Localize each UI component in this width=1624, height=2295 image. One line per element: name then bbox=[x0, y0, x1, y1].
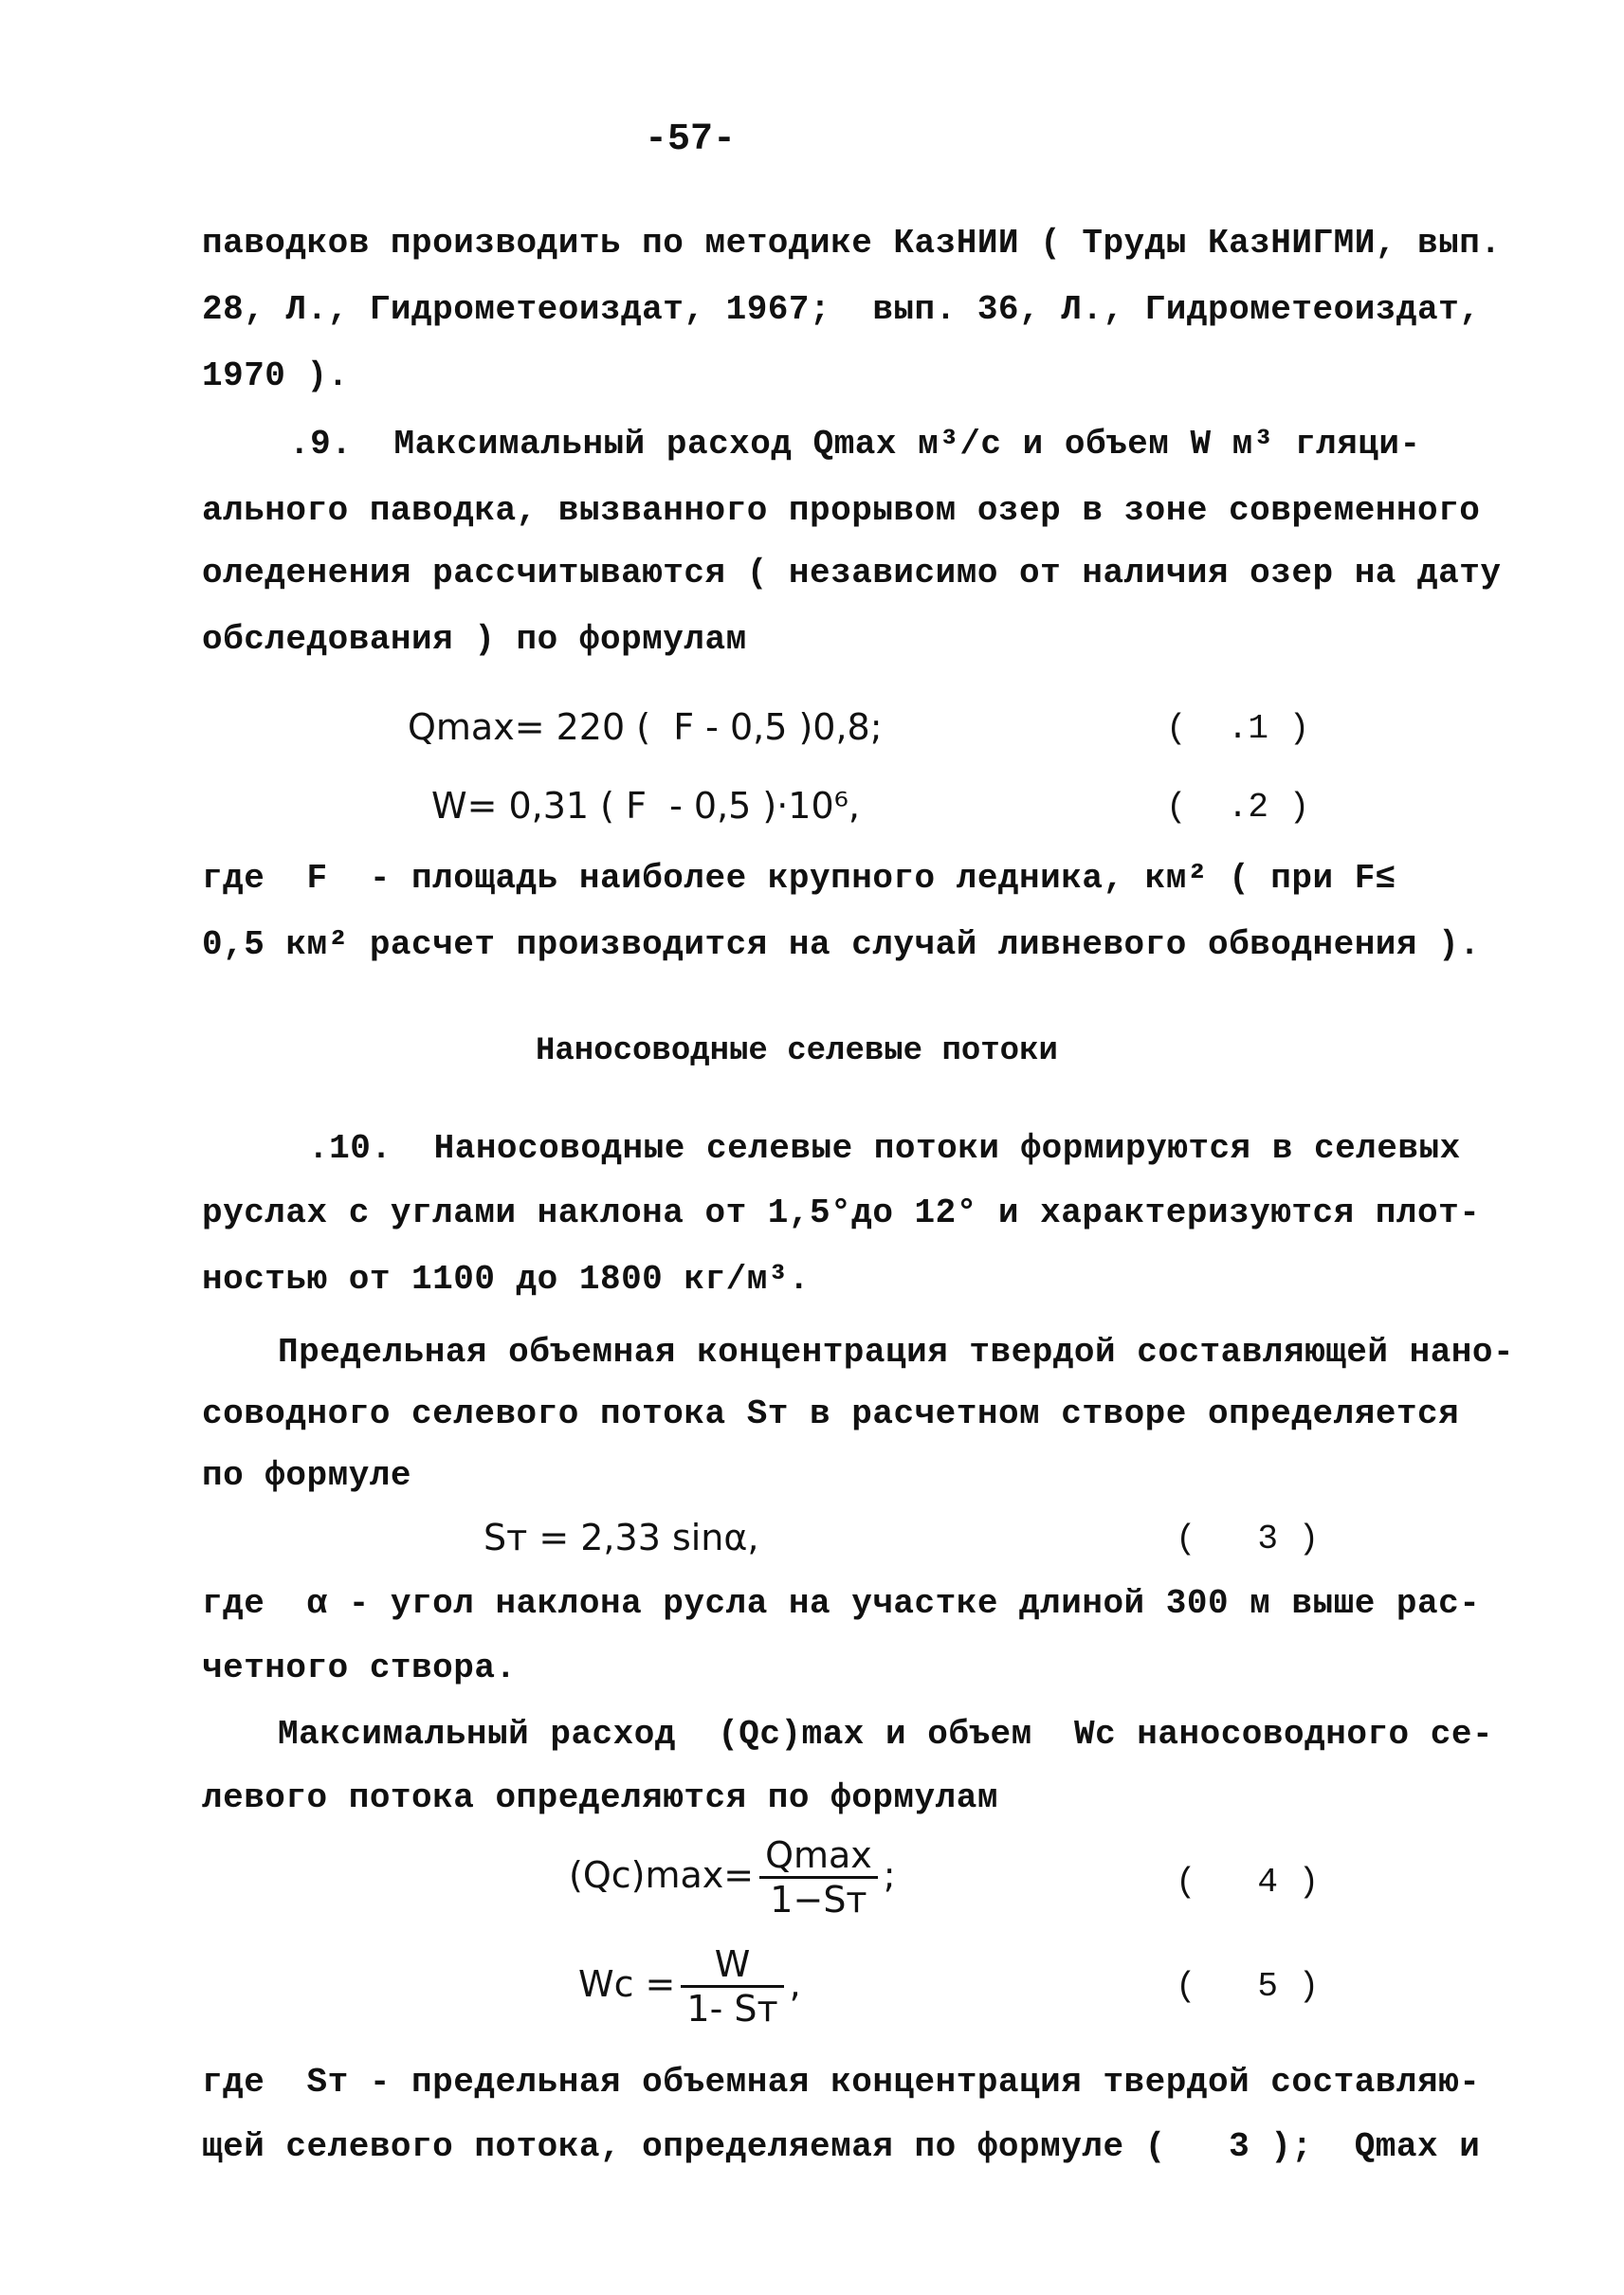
formula-1: Qmax= 220 ( F - 0,5 )0,8; bbox=[408, 706, 883, 748]
qc-max-symbol: (Qc)max bbox=[718, 1715, 865, 1754]
text-line: Предельная объемная концентрация твердой составляющей нано- bbox=[278, 1333, 1515, 1372]
text-line: Максимальный расход (Qc)max и объем Wc наносоводного се- bbox=[278, 1715, 1494, 1754]
text-line: 1970 ). bbox=[202, 356, 349, 395]
text-line: .9. Максимальный расход Qmax м³/с и объем W м³ гляци- bbox=[289, 425, 1421, 464]
formula-3-number: ( 3 ) bbox=[1176, 1520, 1320, 1558]
formula-4: (Qc)max= $\frac{Qmax}{1-Sт}$ ; bbox=[569, 1834, 896, 1921]
text-line: паводков производить по методике КазНИИ ( Труды КазНИГМИ, вып. bbox=[202, 224, 1502, 263]
st-symbol: Sт bbox=[746, 1394, 789, 1433]
text-line: руслах с углами наклона от 1,5°до 12° и характеризуются плот- bbox=[202, 1193, 1481, 1232]
text-line: соводного селевого потока Sт в расчетном створе определяется bbox=[202, 1394, 1460, 1433]
text-line: .10. Наносоводные селевые потоки формируются в селевых bbox=[308, 1129, 1461, 1168]
page-number: -57- bbox=[645, 118, 737, 161]
text-line: 28, Л., Гидрометеоиздат, 1967; вып. 36, Л., Гидрометеоиздат, bbox=[202, 290, 1481, 329]
text-line: где F - площадь наиболее крупного ледника, км² ( при F≤ bbox=[202, 859, 1396, 898]
formula-5: Wc = $\frac{W}{1- Sт}$ , bbox=[578, 1943, 801, 2030]
formula-3: Sт = 2,33 sinα, bbox=[484, 1517, 759, 1558]
text-line: 0,5 км² расчет производится на случай ливневого обводнения ). bbox=[202, 925, 1481, 964]
text-line: четного створа. bbox=[202, 1648, 517, 1687]
text-line: где Sт - предельная объемная концентрация твердой составляю- bbox=[202, 2063, 1481, 2102]
text-line: по формуле bbox=[202, 1456, 412, 1495]
text-line: где α - угол наклона русла на участке длиной 300 м выше рас- bbox=[202, 1584, 1481, 1623]
formula-1-number: ( .1 ) bbox=[1166, 709, 1310, 748]
text-line: левого потока определяются по формулам bbox=[202, 1778, 998, 1817]
formula-5-number: ( 5 ) bbox=[1176, 1967, 1320, 2006]
text-line: оледенения рассчитываются ( независимо от наличия озер на дату bbox=[202, 554, 1502, 592]
formula-2-number: ( .2 ) bbox=[1166, 788, 1310, 827]
qmax-symbol: Qmax bbox=[1354, 2127, 1439, 2166]
text-line: ностью от 1100 до 1800 кг/м³. bbox=[202, 1260, 811, 1299]
text-line: обследования ) по формулам bbox=[202, 620, 747, 659]
section-heading: Наносоводные селевые потоки bbox=[536, 1033, 1058, 1069]
qmax-symbol: Qmax bbox=[812, 425, 898, 464]
w-symbol: W м³ bbox=[1190, 425, 1274, 464]
text-line: ального паводка, вызванного прорывом озер в зоне современного bbox=[202, 491, 1481, 530]
formula-4-number: ( 4 ) bbox=[1176, 1863, 1320, 1902]
formula-2: W= 0,31 ( F - 0,5 )·10⁶, bbox=[431, 785, 860, 827]
wc-symbol: Wc bbox=[1073, 1715, 1117, 1754]
text-line: щей селевого потока, определяемая по формуле ( 3 ); Qmax и bbox=[202, 2127, 1481, 2166]
